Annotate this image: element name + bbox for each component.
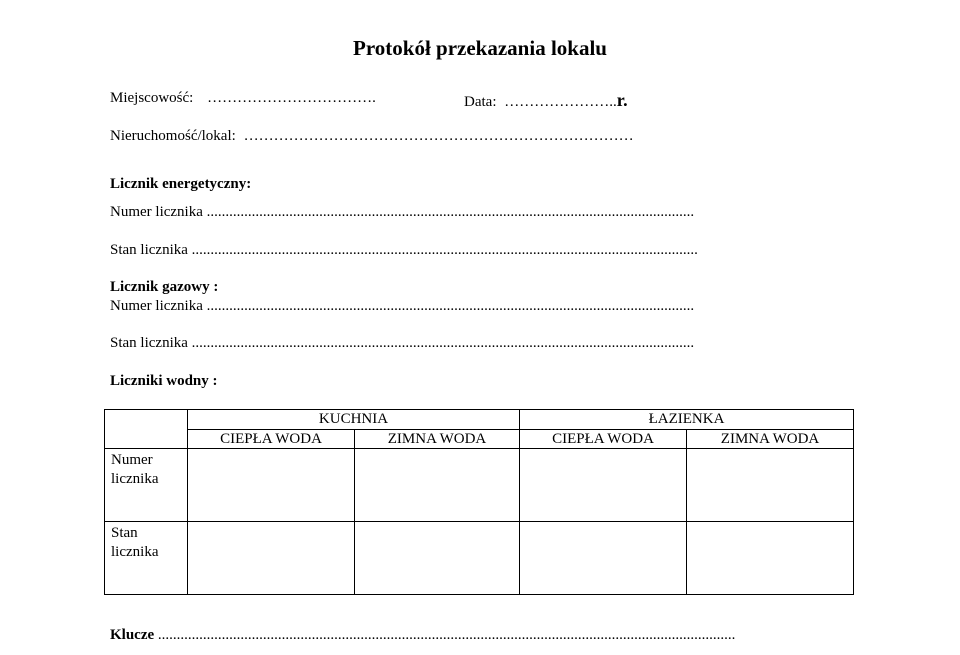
energy-state-dots: ....................................................................................................................................... <box>191 242 698 258</box>
energy-number-label: Numer licznika <box>110 204 203 220</box>
table-cell-empty[interactable] <box>355 522 520 595</box>
table-row <box>105 449 854 522</box>
place-field <box>110 90 376 107</box>
group-bathroom: ŁAZIENKA <box>520 410 854 430</box>
date-field <box>464 90 628 111</box>
property-label: Nieruchomość/lokal: <box>110 128 236 144</box>
property-dots: …………………………………………………………………… <box>243 128 634 144</box>
row-label-state <box>105 522 188 595</box>
gas-heading: Licznik gazowy : <box>110 279 219 295</box>
table-cell-empty[interactable] <box>687 522 854 595</box>
table-row <box>105 522 854 595</box>
gas-state-field <box>110 335 694 352</box>
water-heading: Liczniki wodny : <box>110 373 218 389</box>
energy-state-field <box>110 242 698 259</box>
date-label: Data: <box>464 94 497 110</box>
gas-state-label: Stan licznika <box>110 335 188 351</box>
energy-number-dots: .................................................................................................................................. <box>206 204 695 220</box>
gas-state-dots: ...................................................................................................................................... <box>191 335 695 351</box>
col-bathroom-hot: CIEPŁA WODA <box>520 430 687 449</box>
table-corner-cell <box>105 410 188 449</box>
table-group-header-row <box>105 410 854 430</box>
table-cell-empty[interactable] <box>520 449 687 522</box>
table-cell-empty[interactable] <box>520 522 687 595</box>
energy-number-field <box>110 204 694 221</box>
place-label: Miejscowość: <box>110 90 194 106</box>
row-label-line: licznika <box>111 544 159 560</box>
row-label-number <box>105 449 188 522</box>
keys-field <box>110 627 735 644</box>
table-column-header-row <box>105 430 854 449</box>
col-bathroom-cold: ZIMNA WODA <box>687 430 854 449</box>
group-kitchen: KUCHNIA <box>188 410 520 430</box>
date-suffix: r. <box>616 90 628 110</box>
energy-state-label: Stan licznika <box>110 242 188 258</box>
document-title: Protokół przekazania lokalu <box>353 36 607 60</box>
water-meter-table <box>104 409 854 595</box>
date-dots: ………………….. <box>504 94 617 110</box>
keys-dots: .......................................................................................................................................................... <box>157 627 736 643</box>
table-cell-empty[interactable] <box>355 449 520 522</box>
property-field <box>110 128 634 145</box>
gas-number-field <box>110 298 694 315</box>
row-label-line: Numer <box>111 452 153 468</box>
keys-label: Klucze <box>110 627 155 643</box>
table-cell-empty[interactable] <box>687 449 854 522</box>
place-dots: ……………………………. <box>207 90 376 106</box>
table-cell-empty[interactable] <box>188 522 355 595</box>
col-kitchen-cold: ZIMNA WODA <box>355 430 520 449</box>
gas-number-label: Numer licznika <box>110 298 203 314</box>
row-label-line: licznika <box>111 471 159 487</box>
col-kitchen-hot: CIEPŁA WODA <box>188 430 355 449</box>
row-label-line: Stan <box>111 525 138 541</box>
table-cell-empty[interactable] <box>188 449 355 522</box>
energy-heading: Licznik energetyczny: <box>110 176 252 192</box>
gas-number-dots: .................................................................................................................................. <box>206 298 695 314</box>
